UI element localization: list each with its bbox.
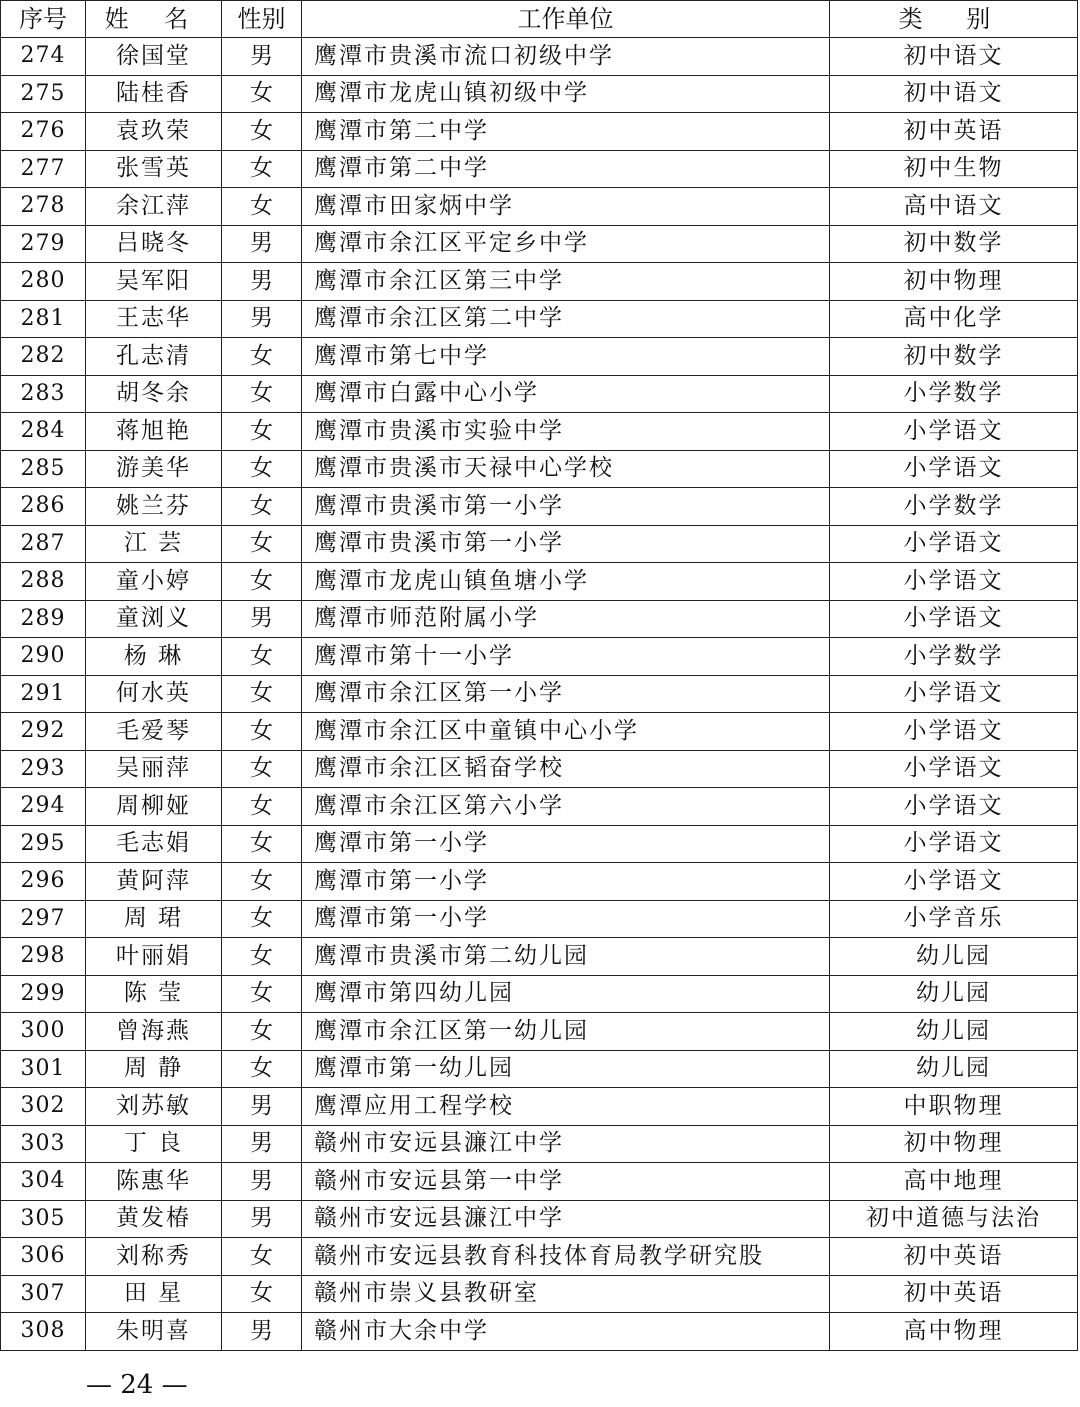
cell-no: 302 [1, 1088, 86, 1126]
cell-unit: 赣州市安远县第一中学 [302, 1163, 830, 1201]
cell-unit: 鹰潭市余江区第一幼儿园 [302, 1013, 830, 1051]
cell-gender: 男 [222, 1125, 302, 1163]
cell-category: 小学语文 [830, 825, 1078, 863]
cell-gender: 女 [222, 938, 302, 976]
cell-unit: 鹰潭市龙虎山镇初级中学 [302, 75, 830, 113]
cell-gender: 女 [222, 900, 302, 938]
cell-category: 小学语文 [830, 788, 1078, 826]
cell-name: 曾海燕 [86, 1013, 222, 1051]
table-row [1, 713, 1078, 751]
cell-no: 278 [1, 188, 86, 226]
cell-category: 小学语文 [830, 863, 1078, 901]
cell-gender: 女 [222, 788, 302, 826]
cell-unit: 鹰潭市白露中心小学 [302, 375, 830, 413]
cell-gender: 女 [222, 563, 302, 601]
cell-no: 304 [1, 1163, 86, 1201]
cell-gender: 男 [222, 38, 302, 76]
table-row [1, 1313, 1078, 1351]
cell-category: 高中地理 [830, 1163, 1078, 1201]
cell-gender: 女 [222, 375, 302, 413]
cell-gender: 女 [222, 863, 302, 901]
header-unit: 工作单位 [302, 1, 830, 38]
cell-name: 杨 琳 [86, 638, 222, 676]
cell-unit: 鹰潭市贵溪市第一小学 [302, 525, 830, 563]
cell-name: 游美华 [86, 450, 222, 488]
cell-no: 281 [1, 300, 86, 338]
cell-no: 308 [1, 1313, 86, 1351]
cell-name: 黄阿萍 [86, 863, 222, 901]
cell-name: 蒋旭艳 [86, 413, 222, 451]
table-row [1, 1275, 1078, 1313]
table-row [1, 525, 1078, 563]
cell-gender: 男 [222, 1313, 302, 1351]
cell-category: 幼儿园 [830, 1050, 1078, 1088]
cell-no: 296 [1, 863, 86, 901]
cell-name: 张雪英 [86, 150, 222, 188]
table-row [1, 225, 1078, 263]
cell-unit: 鹰潭市第十一小学 [302, 638, 830, 676]
table-row [1, 413, 1078, 451]
cell-unit: 鹰潭市第四幼儿园 [302, 975, 830, 1013]
cell-unit: 鹰潭应用工程学校 [302, 1088, 830, 1126]
cell-no: 305 [1, 1200, 86, 1238]
cell-no: 283 [1, 375, 86, 413]
cell-category: 高中语文 [830, 188, 1078, 226]
cell-gender: 女 [222, 488, 302, 526]
cell-unit: 赣州市安远县濂江中学 [302, 1200, 830, 1238]
cell-no: 307 [1, 1275, 86, 1313]
cell-category: 初中物理 [830, 1125, 1078, 1163]
cell-gender: 女 [222, 338, 302, 376]
cell-name: 童小婷 [86, 563, 222, 601]
cell-unit: 鹰潭市第一小学 [302, 900, 830, 938]
cell-no: 285 [1, 450, 86, 488]
table-row [1, 825, 1078, 863]
cell-unit: 鹰潭市余江区第一小学 [302, 675, 830, 713]
cell-name: 朱明喜 [86, 1313, 222, 1351]
cell-gender: 女 [222, 975, 302, 1013]
cell-name: 陈惠华 [86, 1163, 222, 1201]
cell-name: 吴丽萍 [86, 750, 222, 788]
table-row [1, 863, 1078, 901]
cell-gender: 女 [222, 188, 302, 226]
cell-no: 279 [1, 225, 86, 263]
table-row [1, 375, 1078, 413]
cell-name: 周 珺 [86, 900, 222, 938]
cell-no: 300 [1, 1013, 86, 1051]
table-row [1, 338, 1078, 376]
table-row [1, 675, 1078, 713]
cell-gender: 女 [222, 825, 302, 863]
cell-no: 298 [1, 938, 86, 976]
cell-unit: 鹰潭市余江区平定乡中学 [302, 225, 830, 263]
cell-name: 叶丽娟 [86, 938, 222, 976]
cell-unit: 鹰潭市余江区第三中学 [302, 263, 830, 301]
table-row [1, 900, 1078, 938]
cell-name: 胡冬余 [86, 375, 222, 413]
table-row [1, 188, 1078, 226]
cell-unit: 赣州市安远县濂江中学 [302, 1125, 830, 1163]
cell-category: 初中英语 [830, 1275, 1078, 1313]
cell-category: 初中英语 [830, 113, 1078, 151]
cell-unit: 鹰潭市龙虎山镇鱼塘小学 [302, 563, 830, 601]
cell-name: 刘苏敏 [86, 1088, 222, 1126]
cell-gender: 男 [222, 225, 302, 263]
cell-no: 287 [1, 525, 86, 563]
cell-no: 290 [1, 638, 86, 676]
header-row [1, 1, 1078, 38]
cell-category: 初中物理 [830, 263, 1078, 301]
cell-unit: 赣州市崇义县教研室 [302, 1275, 830, 1313]
cell-category: 小学语文 [830, 525, 1078, 563]
cell-unit: 鹰潭市贵溪市天禄中心学校 [302, 450, 830, 488]
table-row [1, 1200, 1078, 1238]
cell-unit: 鹰潭市余江区韬奋学校 [302, 750, 830, 788]
page-number: — 24 — [86, 1370, 188, 1400]
cell-no: 293 [1, 750, 86, 788]
cell-no: 282 [1, 338, 86, 376]
cell-gender: 女 [222, 413, 302, 451]
cell-no: 288 [1, 563, 86, 601]
cell-name: 刘称秀 [86, 1238, 222, 1276]
table-row [1, 563, 1078, 601]
cell-no: 289 [1, 600, 86, 638]
cell-category: 初中生物 [830, 150, 1078, 188]
cell-gender: 女 [222, 1013, 302, 1051]
cell-category: 幼儿园 [830, 938, 1078, 976]
table-row [1, 1238, 1078, 1276]
cell-unit: 鹰潭市贵溪市第一小学 [302, 488, 830, 526]
table-row [1, 38, 1078, 76]
header-category: 类 别 [830, 1, 1078, 38]
cell-unit: 鹰潭市第一幼儿园 [302, 1050, 830, 1088]
cell-name: 陈 莹 [86, 975, 222, 1013]
cell-gender: 女 [222, 525, 302, 563]
cell-no: 301 [1, 1050, 86, 1088]
cell-gender: 女 [222, 1238, 302, 1276]
cell-name: 黄发椿 [86, 1200, 222, 1238]
table-row [1, 600, 1078, 638]
table-row [1, 1163, 1078, 1201]
cell-unit: 鹰潭市第七中学 [302, 338, 830, 376]
cell-gender: 女 [222, 150, 302, 188]
table-row [1, 450, 1078, 488]
table-row [1, 1050, 1078, 1088]
cell-unit: 鹰潭市第二中学 [302, 113, 830, 151]
cell-unit: 鹰潭市余江区第六小学 [302, 788, 830, 826]
cell-gender: 女 [222, 75, 302, 113]
cell-no: 286 [1, 488, 86, 526]
table-row [1, 788, 1078, 826]
cell-category: 初中数学 [830, 338, 1078, 376]
cell-no: 292 [1, 713, 86, 751]
cell-unit: 鹰潭市田家炳中学 [302, 188, 830, 226]
cell-gender: 男 [222, 1088, 302, 1126]
cell-category: 小学音乐 [830, 900, 1078, 938]
cell-name: 田 星 [86, 1275, 222, 1313]
cell-unit: 鹰潭市师范附属小学 [302, 600, 830, 638]
cell-unit: 鹰潭市贵溪市流口初级中学 [302, 38, 830, 76]
table-row [1, 750, 1078, 788]
cell-category: 小学语文 [830, 600, 1078, 638]
cell-no: 277 [1, 150, 86, 188]
cell-name: 余江萍 [86, 188, 222, 226]
cell-no: 306 [1, 1238, 86, 1276]
cell-category: 高中化学 [830, 300, 1078, 338]
cell-category: 幼儿园 [830, 975, 1078, 1013]
cell-name: 王志华 [86, 300, 222, 338]
table-row [1, 938, 1078, 976]
table-row [1, 113, 1078, 151]
cell-name: 徐国堂 [86, 38, 222, 76]
cell-category: 初中数学 [830, 225, 1078, 263]
cell-category: 小学语文 [830, 450, 1078, 488]
cell-category: 小学数学 [830, 488, 1078, 526]
cell-no: 294 [1, 788, 86, 826]
cell-category: 中职物理 [830, 1088, 1078, 1126]
cell-category: 初中英语 [830, 1238, 1078, 1276]
cell-category: 初中语文 [830, 75, 1078, 113]
cell-category: 小学数学 [830, 375, 1078, 413]
cell-gender: 女 [222, 713, 302, 751]
header-gender: 性别 [222, 1, 302, 38]
cell-unit: 鹰潭市余江区第二中学 [302, 300, 830, 338]
cell-gender: 女 [222, 450, 302, 488]
cell-name: 孔志清 [86, 338, 222, 376]
cell-no: 295 [1, 825, 86, 863]
cell-name: 周 静 [86, 1050, 222, 1088]
cell-category: 小学语文 [830, 413, 1078, 451]
cell-name: 袁玖荣 [86, 113, 222, 151]
cell-name: 陆桂香 [86, 75, 222, 113]
table-row [1, 263, 1078, 301]
table-body [1, 38, 1078, 1351]
cell-name: 周柳娅 [86, 788, 222, 826]
cell-name: 吕晓冬 [86, 225, 222, 263]
cell-unit: 鹰潭市第二中学 [302, 150, 830, 188]
cell-no: 280 [1, 263, 86, 301]
cell-no: 274 [1, 38, 86, 76]
cell-category: 初中语文 [830, 38, 1078, 76]
cell-unit: 鹰潭市第一小学 [302, 825, 830, 863]
cell-gender: 女 [222, 750, 302, 788]
cell-category: 幼儿园 [830, 1013, 1078, 1051]
header-name: 姓 名 [86, 1, 222, 38]
cell-unit: 鹰潭市贵溪市第二幼儿园 [302, 938, 830, 976]
cell-category: 高中物理 [830, 1313, 1078, 1351]
cell-no: 291 [1, 675, 86, 713]
cell-unit: 鹰潭市第一小学 [302, 863, 830, 901]
cell-gender: 女 [222, 1050, 302, 1088]
cell-gender: 男 [222, 263, 302, 301]
cell-unit: 赣州市大余中学 [302, 1313, 830, 1351]
table-row [1, 300, 1078, 338]
header-no: 序号 [1, 1, 86, 38]
cell-category: 小学数学 [830, 638, 1078, 676]
cell-name: 丁 良 [86, 1125, 222, 1163]
cell-name: 毛爱琴 [86, 713, 222, 751]
cell-gender: 女 [222, 675, 302, 713]
cell-category: 小学语文 [830, 750, 1078, 788]
table-row [1, 1125, 1078, 1163]
cell-no: 284 [1, 413, 86, 451]
cell-gender: 男 [222, 300, 302, 338]
cell-name: 江 芸 [86, 525, 222, 563]
cell-gender: 男 [222, 1200, 302, 1238]
cell-category: 初中道德与法治 [830, 1200, 1078, 1238]
cell-unit: 赣州市安远县教育科技体育局教学研究股 [302, 1238, 830, 1276]
cell-category: 小学语文 [830, 563, 1078, 601]
cell-no: 297 [1, 900, 86, 938]
table-row [1, 638, 1078, 676]
cell-category: 小学语文 [830, 675, 1078, 713]
cell-category: 小学语文 [830, 713, 1078, 751]
table-row [1, 150, 1078, 188]
cell-name: 姚兰芬 [86, 488, 222, 526]
table-row [1, 1088, 1078, 1126]
cell-name: 童浏义 [86, 600, 222, 638]
table-row [1, 75, 1078, 113]
cell-name: 吴军阳 [86, 263, 222, 301]
cell-name: 毛志娟 [86, 825, 222, 863]
cell-no: 299 [1, 975, 86, 1013]
cell-gender: 女 [222, 113, 302, 151]
cell-gender: 女 [222, 638, 302, 676]
cell-unit: 鹰潭市余江区中童镇中心小学 [302, 713, 830, 751]
cell-name: 何水英 [86, 675, 222, 713]
table-row [1, 975, 1078, 1013]
cell-gender: 男 [222, 1163, 302, 1201]
cell-no: 303 [1, 1125, 86, 1163]
cell-gender: 男 [222, 600, 302, 638]
cell-no: 275 [1, 75, 86, 113]
cell-gender: 女 [222, 1275, 302, 1313]
cell-no: 276 [1, 113, 86, 151]
table-row [1, 1013, 1078, 1051]
cell-unit: 鹰潭市贵溪市实验中学 [302, 413, 830, 451]
table-row [1, 488, 1078, 526]
